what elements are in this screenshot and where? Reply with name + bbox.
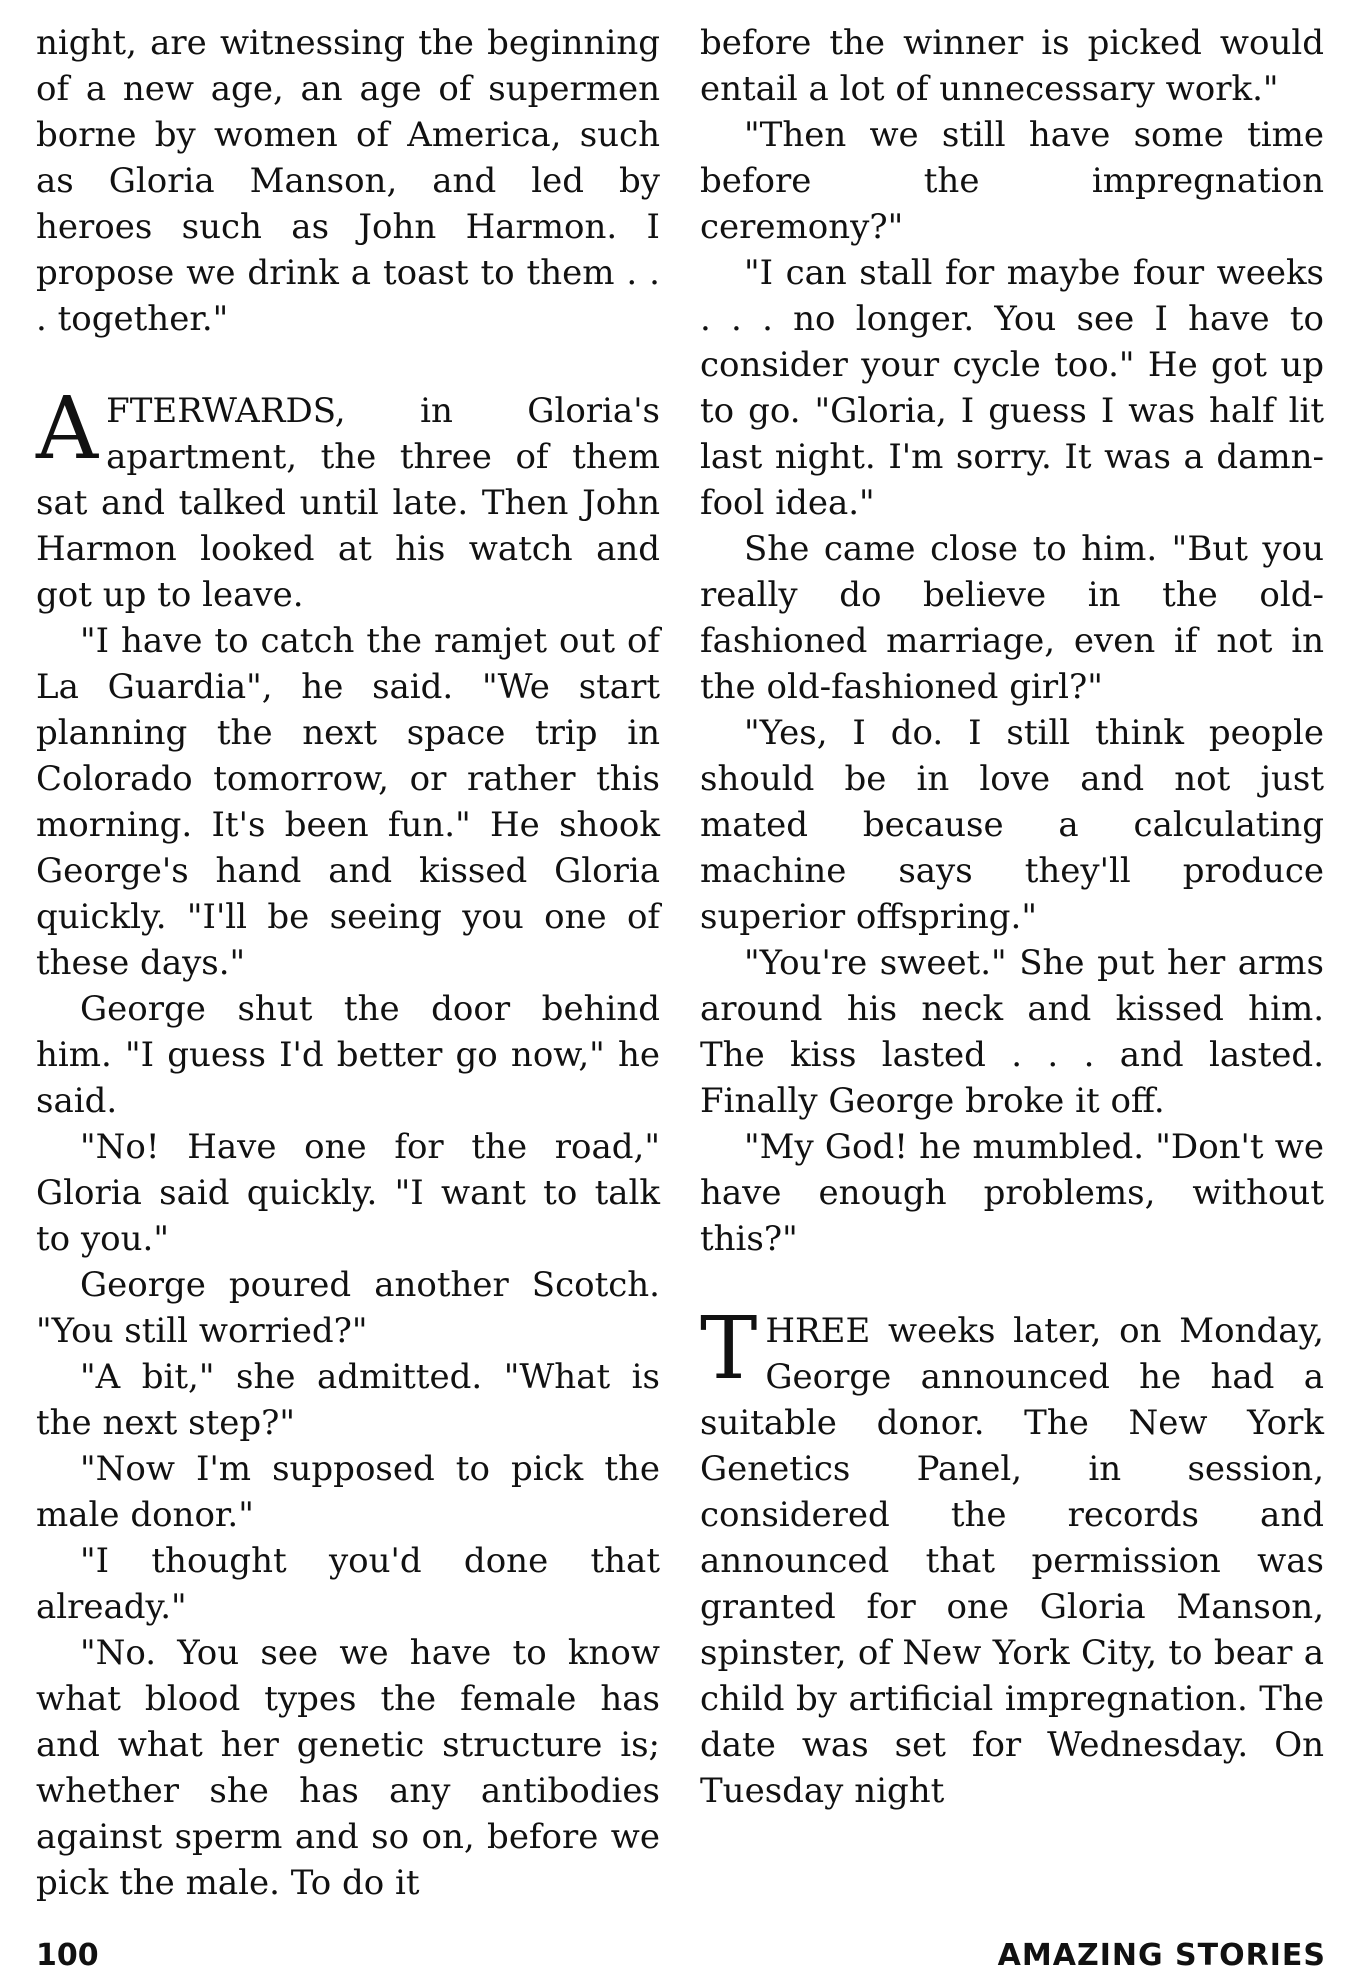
paragraph: George shut the door behind him. "I guess I'd better go now," he said. [36, 989, 660, 1121]
page-number: 100 [36, 1938, 99, 1973]
section-opening-text: HREE weeks later, on Monday, George announced he had a suitable donor. The New York Genetics Panel, in session, considered the records and announced that permission was granted for one Gloria Manson, spinster, of New York City, to bear a child by artificial impregnation. The date was set for Wednesday. On Tuesday night [700, 1311, 1324, 1811]
section-opening-paragraph [36, 379, 660, 618]
paragraph: She came close to him. "But you really do believe in the old-fashioned marriage, even if not in the old-fashioned girl?" [700, 529, 1324, 707]
paragraph: night, are witnessing the beginning of a new age, an age of supermen borne by women of America, such as Gloria Manson, and led by heroes such as John Harmon. I propose we drink a toast to them . . . together." [36, 23, 660, 339]
left-column [36, 20, 660, 1906]
paragraph: "I have to catch the ramjet out of La Guardia", he said. "We start planning the next space trip in Colorado tomorrow, or rather this morning. It's been fun." He shook George's hand and kissed Gloria quickly. "I'll be seeing you one of these days." [36, 621, 660, 983]
paragraph: "Now I'm supposed to pick the male donor." [36, 1449, 660, 1535]
paragraph: "I thought you'd done that already." [36, 1541, 660, 1627]
paragraph: "My God! he mumbled. "Don't we have enough problems, without this?" [700, 1127, 1324, 1259]
right-column [700, 20, 1324, 1814]
paragraph: "A bit," she admitted. "What is the next step?" [36, 1357, 660, 1443]
paragraph: George poured another Scotch. "You still worried?" [36, 1265, 660, 1351]
paragraph: "Then we still have some time before the impregnation ceremony?" [700, 115, 1324, 247]
paragraph: "Yes, I do. I still think people should be in love and not just mated because a calculating machine says they'll produce superior offspring." [700, 713, 1324, 937]
paragraph: "No. You see we have to know what blood types the female has and what her genetic structure is; whether she has any antibodies against sperm and so on, before we pick the male. To do it [36, 1633, 660, 1903]
drop-cap: T [700, 1299, 758, 1399]
paragraph: "You're sweet." She put her arms around his neck and kissed him. The kiss lasted . . . and lasted. Finally George broke it off. [700, 943, 1324, 1121]
paragraph: "I can stall for maybe four weeks . . . no longer. You see I have to consider your cycle too." He got up to go. "Gloria, I guess I was half lit last night. I'm sorry. It was a damn-fool idea." [700, 253, 1324, 523]
magazine-title: AMAZING STORIES [997, 1938, 1326, 1973]
page-footer [36, 1938, 1326, 1978]
paragraph: before the winner is picked would entail a lot of unnecessary work." [700, 23, 1324, 109]
paragraph: "No! Have one for the road," Gloria said quickly. "I want to talk to you." [36, 1127, 660, 1259]
section-opening-text: FTERWARDS, in Gloria's apartment, the three of them sat and talked until late. Then John Harmon looked at his watch and got up to leave. [36, 391, 660, 615]
drop-cap: A [36, 379, 99, 479]
section-opening-paragraph [700, 1299, 1324, 1814]
